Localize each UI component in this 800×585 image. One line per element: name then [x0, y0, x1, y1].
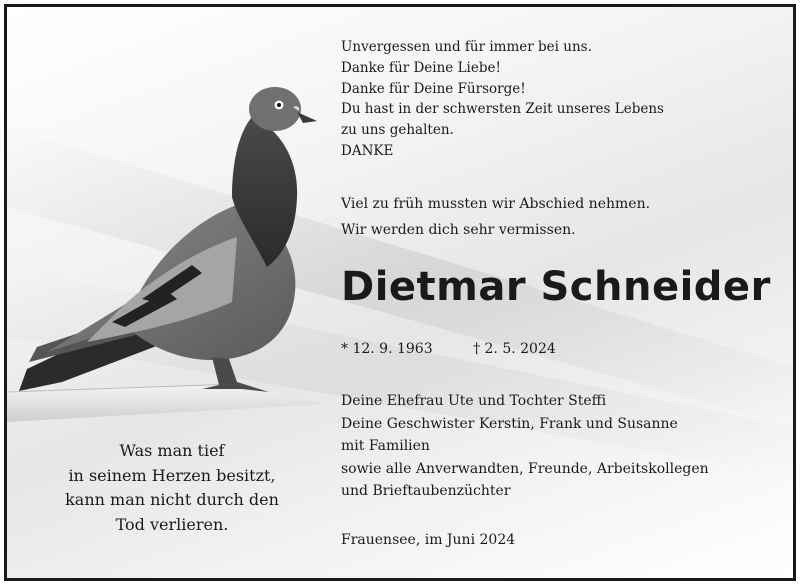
- obituary-card: [4, 4, 796, 581]
- life-dates: [341, 341, 556, 357]
- quote-line: kann man nicht durch den: [65, 490, 279, 509]
- death-date: † 2. 5. 2024: [473, 341, 556, 357]
- place-date: Frauensee, im Juni 2024: [341, 532, 516, 548]
- quote-line: Was man tief: [119, 441, 225, 460]
- intro-line: Du hast in der schwersten Zeit unseres Lebens: [341, 101, 664, 118]
- mourner-line: und Brieftaubenzüchter: [341, 483, 511, 500]
- mourners-list: [341, 390, 791, 503]
- deceased-name: Dietmar Schneider: [341, 264, 771, 310]
- birth-date: * 12. 9. 1963: [341, 341, 433, 357]
- farewell-line: Viel zu früh mussten wir Abschied nehmen.: [341, 196, 651, 212]
- intro-line: DANKE: [341, 142, 394, 159]
- pigeon-photo: [7, 77, 337, 422]
- intro-line: zu uns gehalten.: [341, 122, 454, 139]
- memorial-quote: [7, 439, 337, 537]
- quote-line: in seinem Herzen besitzt,: [68, 465, 276, 485]
- quote-line: Tod verlieren.: [115, 514, 229, 534]
- intro-text: [341, 37, 781, 162]
- farewell-text: [341, 191, 781, 243]
- mourner-line: mit Familien: [341, 438, 430, 455]
- mourner-line: Deine Ehefrau Ute und Tochter Steffi: [341, 393, 607, 409]
- mourner-line: Deine Geschwister Kerstin, Frank und Susanne: [341, 415, 678, 432]
- farewell-line: Wir werden dich sehr vermissen.: [341, 222, 576, 238]
- intro-line: Danke für Deine Liebe!: [341, 59, 501, 76]
- intro-line: Unvergessen und für immer bei uns.: [341, 39, 592, 55]
- intro-line: Danke für Deine Fürsorge!: [341, 80, 526, 97]
- mourner-line: sowie alle Anverwandten, Freunde, Arbeitskollegen: [341, 460, 709, 477]
